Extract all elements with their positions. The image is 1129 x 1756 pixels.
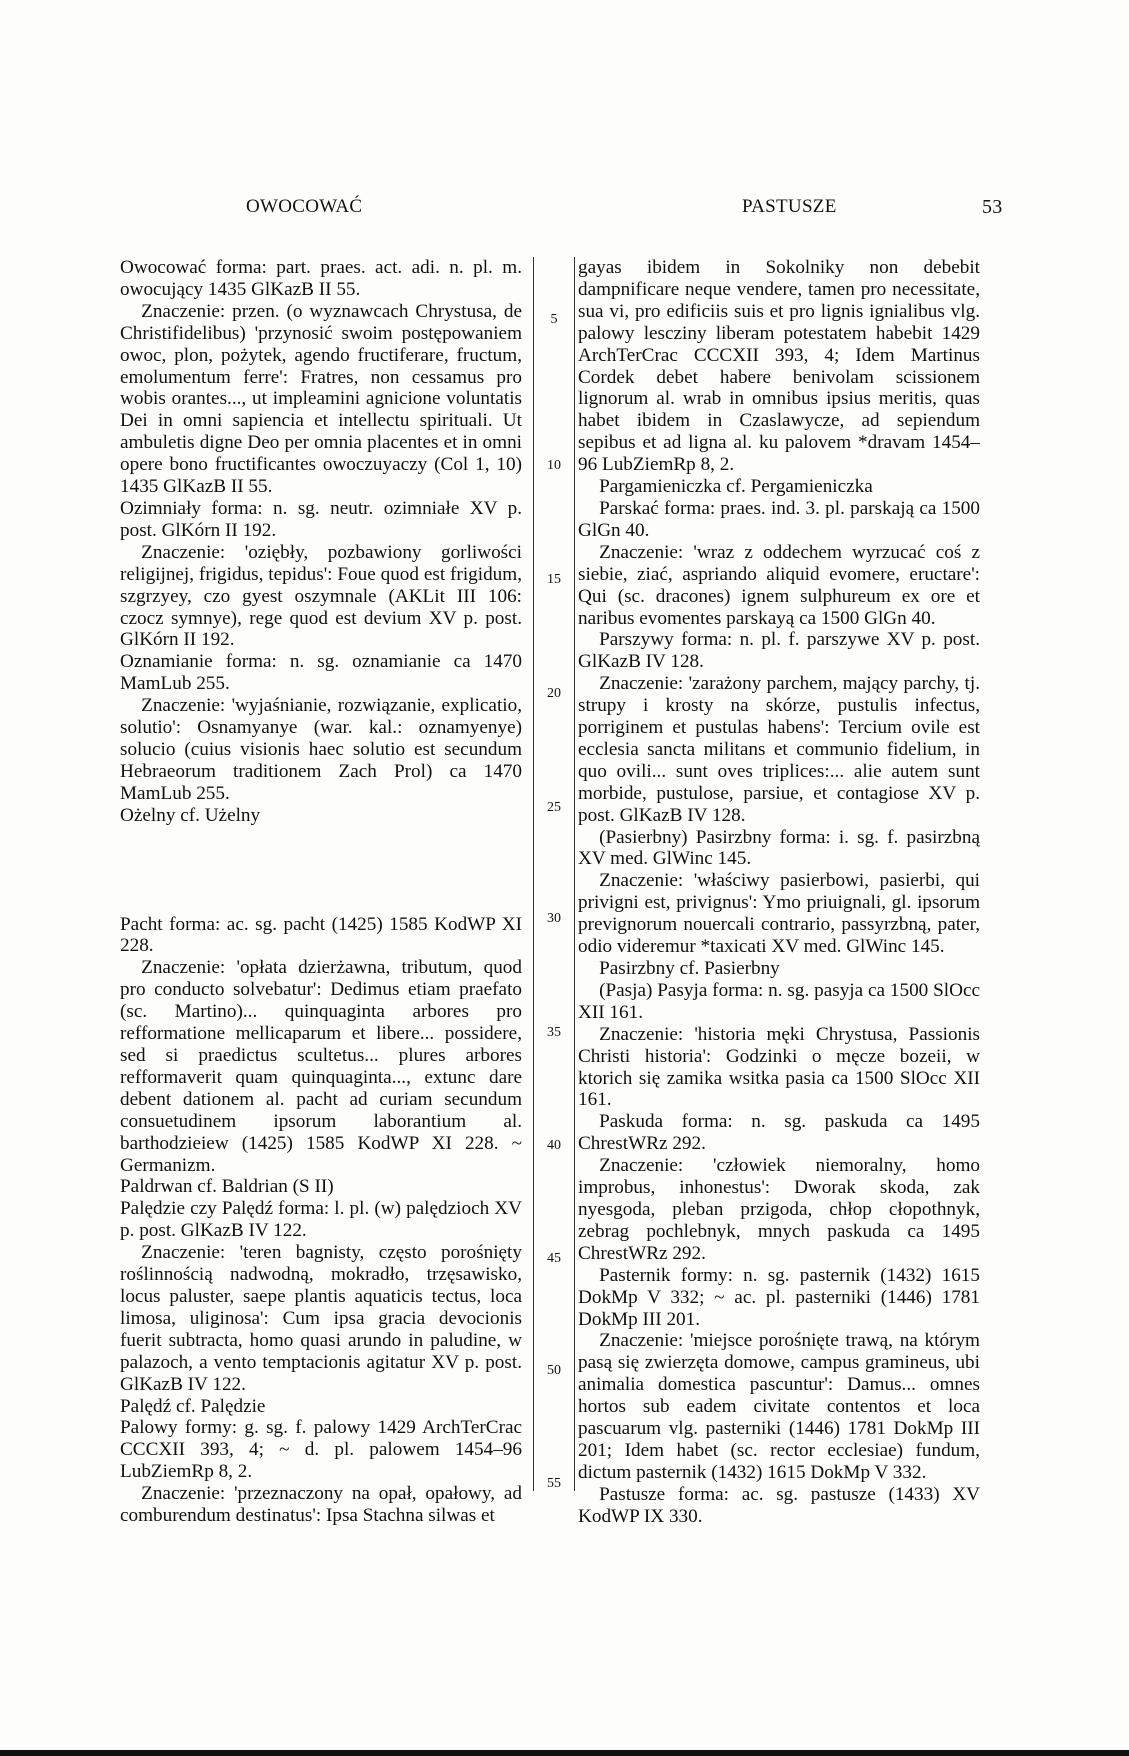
line-number: 10 (547, 458, 561, 473)
line-number: 30 (547, 911, 561, 926)
line-number: 50 (547, 1363, 561, 1378)
entry-palowy: Palowy formy: g. sg. f. palowy 1429 ArchTerCrac CCCXII 393, 4; ~ d. pl. palowem 1454–96 LubZiemRp 8, 2. (120, 1417, 522, 1483)
left-column (120, 257, 522, 1527)
entry-paldrwan: Paldrwan cf. Baldrian (S II) (120, 1176, 334, 1198)
entry-pasierbny: (Pasierbny) Pasirzbny forma: i. sg. f. pasirzbną XV med. GlWinc 145. (578, 826, 980, 870)
right-column (578, 257, 980, 1528)
meaning-pasierbny: Znaczenie: 'właściwy pasierbowi, pasierbi, qui privigni est, privignus': Ymo priuignali, gl. ipsorum prevignorum nouercali contrario, passyrzbną, pater, odio videremur *taxicati XV med. GlWinc 145. (578, 870, 980, 958)
entry-parskac: Parskać forma: praes. ind. 3. pl. parskają ca 1500 GlGn 40. (578, 497, 980, 541)
section-gap (120, 827, 522, 914)
line-number: 45 (547, 1251, 561, 1266)
entry-oznamianie: Oznamianie forma: n. sg. oznamianie ca 1470 MamLub 255. (120, 651, 522, 695)
entry-ozelny: Ożelny cf. Użelny (120, 804, 261, 826)
line-number: 25 (547, 800, 561, 815)
line-number: 35 (547, 1025, 561, 1040)
entry-ozimnialy: Ozimniały forma: n. sg. neutr. ozimniałe XV p. post. GlKórn II 192. (120, 497, 522, 541)
line-number: 15 (547, 572, 561, 587)
entry-pargamieniczka: Pargamieniczka cf. Pergamieniczka (599, 476, 873, 498)
meaning-paskuda: Znaczenie: 'człowiek niemoralny, homo improbus, inhonestus': Dworak skoda, zak nyesgoda, pleban przigoda, chłop cłopothnyk, zebrag pochlebnyk, mnych paskuda ca 1495 ChrestWRz 292. (578, 1155, 980, 1264)
line-number: 5 (550, 312, 558, 327)
running-header-left: OWOCOWAĆ (246, 196, 363, 217)
entry-parszywy: Parszywy forma: n. pl. f. parszywe XV p. post. GlKazB IV 128. (578, 629, 980, 673)
entry-owocowac: Owocować forma: part. praes. act. adi. n. pl. m. owocujący 1435 GlKazB II 55. (120, 257, 522, 300)
meaning-parskac: Znaczenie: 'wraz z oddechem wyrzucać coś z siebie, ziać, aspriando aliquid evomere, eructare': Qui (sc. dracones) ignem sulphureum ex ore et naribus evomentes parskayą ca 1500 GlGn 40. (578, 541, 980, 629)
entry-paledzie: Palędzie czy Palędź forma: l. pl. (w) palędzioch XV p. post. GlKazB IV 122. (120, 1198, 522, 1242)
line-number: 55 (547, 1476, 561, 1491)
line-number: 40 (547, 1138, 561, 1153)
entry-pacht: Pacht forma: ac. sg. pacht (1425) 1585 KodWP XI 228. (120, 913, 522, 957)
running-header-right: PASTUSZE (742, 196, 837, 217)
column-rule-left (533, 257, 534, 1491)
meaning-owocowac: Znaczenie: przen. (o wyznawcach Chrystusa, de Christifidelibus) 'przynosić swoim postępowaniem owoc, plon, pożytek, agendo fructiferare, fructum, emolumentum ferre': Fratres, non cessamus pro wobis orantes..., ut impleamini agnicione voluntatis Dei in omni sapiencia et intellectu spirituali. Ut ambuletis digne Deo per omnia placentes et in omni opere bono fructificantes owoczuyaczy (Col 1, 10) 1435 GlKazB II 55. (120, 300, 522, 498)
entry-pasternik: Pasternik formy: n. sg. pasternik (1432) 1615 DokMp V 332; ~ ac. pl. pasterniki (1446) 1781 DokMp III 201. (578, 1264, 980, 1330)
page-number: 53 (982, 196, 1003, 218)
meaning-pasja: Znaczenie: 'historia męki Chrystusa, Passionis Christi historia': Godzinki o męcze bozeii, w ktorich się zamika wsitka pasia ca 1500 SlOcc XII 161. (578, 1023, 980, 1111)
line-number: 20 (547, 686, 561, 701)
meaning-ozimnialy: Znaczenie: 'oziębły, pozbawiony gorliwości religijnej, frigidus, tepidus': Foue quod est frigidum, szgrzyey, czo gyest oszymnale (AKLit III 106: czocz symnye), rege quod est devium XV p. post. GlKórn II 192. (120, 541, 522, 651)
meaning-parszywy: Znaczenie: 'zarażony parchem, mający parchy, tj. strupy i krosty na skórze, pustulis infectus, porriginem et pustulas habens': Tercium ovile est ecclesia sancta militans et communio fidelium, in quo ovili... sunt oves triplices:... alie autem sunt morbide, pustulose, parsiue, et contagiose XV p. post. GlKazB IV 128. (578, 673, 980, 826)
entry-paskuda: Paskuda forma: n. sg. paskuda ca 1495 ChrestWRz 292. (578, 1111, 980, 1155)
meaning-oznamianie: Znaczenie: 'wyjaśnianie, rozwiązanie, explicatio, solutio': Osnamyanye (war. kal.: oznamyenye) solucio (cuius visionis haec solutio est secundum Hebraeorum traditionem Zach Prol) ca 1470 MamLub 255. (120, 695, 522, 804)
meaning-palowy: Znaczenie: 'przeznaczony na opał, opałowy, ad comburendum destinatus': Ipsa Stachna silwas et (120, 1483, 522, 1527)
column-rule-right (574, 257, 575, 1491)
entry-paledz: Palędź cf. Palędzie (120, 1395, 266, 1417)
meaning-pacht: Znaczenie: 'opłata dzierżawna, tributum, quod pro conducto solvebatur': Dedimus etiam praefato (sc. Martino)... quinquaginta arbores pro refformatione mellicaparum et libere... possidere, sed si praedictus scultetus... plures arbores refformaverit quam quinquaginta..., extunc dare debent dationem al. pacht ad curiam secundum consuetudinem ipsorum laborantium al. barthodzieiew (1425) 1585 KodWP XI 228. ~ Germanizm. (120, 957, 522, 1176)
scan-edge-bar (0, 1750, 1129, 1756)
meaning-paledzie: Znaczenie: 'teren bagnisty, często porośnięty roślinnością nadwodną, mokradło, trzęsawisko, locus paluster, saepe plantis aquaticis tectus, loca limosa, uliginosa': Cum ipsa gracia devocionis fuerit subtracta, homo quasi arundo in paludine, w palazoch, a vento temptacionis agitatur XV p. post. GlKazB IV 122. (120, 1242, 522, 1395)
entry-pastusze: Pastusze forma: ac. sg. pastusze (1433) XV KodWP IX 330. (578, 1483, 980, 1527)
meaning-pasternik: Znaczenie: 'miejsce porośnięte trawą, na którym pasą się zwierzęta domowe, campus gramineus, ubi animalia domestica pascuntur': Damus... omnes hortos sub eadem civitate contentos et loca pascuarum vlg. pasterniki (1446) 1781 DokMp III 201; Idem habet (sc. rector ecclesiae) fundum, dictum pasternik (1432) 1615 DokMp V 332. (578, 1330, 980, 1483)
entry-pasja: (Pasja) Pasyja forma: n. sg. pasyja ca 1500 SlOcc XII 161. (578, 979, 980, 1023)
continuation-palowy: gayas ibidem in Sokolniky non debebit dampnificare neque vendere, tamen pro necessitate, sua vi, pro edificiis suis et pro lignis ignialibus vlg. palowy lesczinу liberam potestatem habebit 1429 ArchTerCrac CCCXII 393, 4; Idem Martinus Cordek debet habere benivolam scissionem lignorum al. wrab in omnibus ipsius meritis, quas habet ibidem in Czaslawycze, ad sepiendum sepibus et ad ligna al. ku palovem *dravam 1454–96 LubZiemRp 8, 2. (578, 257, 980, 476)
entry-pasirzbny: Pasirzbny cf. Pasierbny (599, 958, 780, 979)
